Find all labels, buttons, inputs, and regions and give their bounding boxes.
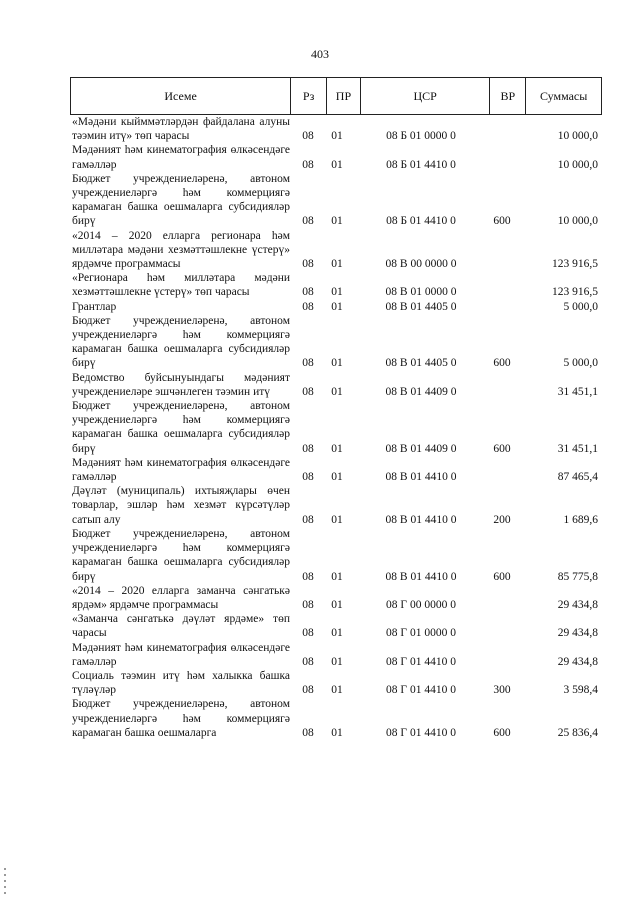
table-row xyxy=(70,371,602,399)
table-row xyxy=(70,115,602,143)
cell-rz: 08 xyxy=(302,158,314,171)
cell-vr: 200 xyxy=(493,513,511,526)
cell-pr: 01 xyxy=(331,598,343,611)
cell-csr: 08 Б 01 4410 0 xyxy=(386,215,456,228)
cell-pr: 01 xyxy=(331,286,343,299)
cell-name: Бюджет учреждениеләренә, автоном учреждениеләргә һәм коммерциягә карамаган башка оешмаларга субсидияләр бирү xyxy=(72,400,290,455)
cell-csr: 08 В 01 4405 0 xyxy=(385,300,457,313)
table-row xyxy=(70,697,602,740)
cell-sum: 31 451,1 xyxy=(557,442,598,455)
cell-rz: 08 xyxy=(302,726,314,739)
table-row xyxy=(70,300,602,314)
cell-sum: 123 916,5 xyxy=(552,258,598,271)
header-csr: ЦСР xyxy=(360,78,490,114)
cell-pr: 01 xyxy=(331,684,343,697)
table-row xyxy=(70,641,602,669)
cell-csr: 08 В 01 4410 0 xyxy=(385,513,457,526)
table-row xyxy=(70,669,602,697)
cell-sum: 5 000,0 xyxy=(563,300,598,313)
cell-rz: 08 xyxy=(302,684,314,697)
cell-vr: 300 xyxy=(493,684,511,697)
cell-csr: 08 Г 01 0000 0 xyxy=(386,627,456,640)
cell-sum: 10 000,0 xyxy=(557,130,598,143)
cell-name: Бюджет учреждениеләренә, автоном учреждениеләргә һәм коммерциягә карамаган башка оешмаларга субсидияләр бирү xyxy=(72,172,290,228)
cell-pr: 01 xyxy=(331,442,343,455)
cell-pr: 01 xyxy=(331,300,343,313)
cell-vr: 600 xyxy=(493,215,511,228)
cell-sum: 5 000,0 xyxy=(563,357,598,370)
cell-rz: 08 xyxy=(302,513,314,526)
header-rz: Рз xyxy=(290,78,326,114)
cell-pr: 01 xyxy=(331,215,343,228)
cell-name: Бюджет учреждениеләренә, автоном учреждениеләргә һәм коммерциягә карамаган башка оешмаларга xyxy=(72,698,290,739)
cell-sum: 1 689,6 xyxy=(563,513,598,526)
cell-pr: 01 xyxy=(331,130,343,143)
cell-vr: 600 xyxy=(493,357,511,370)
cell-name: Социаль тәэмин итү һәм халыкка башка түләүләр xyxy=(72,669,290,697)
cell-name: Грантлар xyxy=(72,300,117,313)
cell-rz: 08 xyxy=(302,471,314,484)
cell-sum: 123 916,5 xyxy=(552,286,598,299)
table-row xyxy=(70,527,602,584)
table-row xyxy=(70,314,602,371)
cell-sum: 31 451,1 xyxy=(557,385,598,398)
table-header xyxy=(70,77,602,115)
cell-csr: 08 Г 01 4410 0 xyxy=(386,726,456,739)
scan-marks xyxy=(4,868,8,898)
page-number: 403 xyxy=(311,47,329,61)
budget-table xyxy=(70,77,602,740)
cell-rz: 08 xyxy=(302,130,314,143)
cell-pr: 01 xyxy=(331,385,343,398)
cell-rz: 08 xyxy=(302,385,314,398)
cell-name: «2014 – 2020 елларга заманча сәнгатькә ярдәм» ярдәмче программасы xyxy=(72,584,290,611)
cell-sum: 29 434,8 xyxy=(557,598,598,611)
cell-sum: 87 465,4 xyxy=(557,471,598,484)
cell-vr: 600 xyxy=(493,726,511,739)
cell-sum: 29 434,8 xyxy=(557,655,598,668)
cell-rz: 08 xyxy=(302,258,314,271)
cell-rz: 08 xyxy=(302,300,314,313)
cell-pr: 01 xyxy=(331,570,343,583)
cell-rz: 08 xyxy=(302,655,314,668)
cell-name: «Мәдәни кыйммәтләрдән файдалана алуны тәэмин итү» төп чарасы xyxy=(72,116,290,143)
cell-csr: 08 В 01 4409 0 xyxy=(385,385,457,398)
cell-rz: 08 xyxy=(302,357,314,370)
cell-rz: 08 xyxy=(302,442,314,455)
cell-sum: 85 775,8 xyxy=(557,570,598,583)
cell-rz: 08 xyxy=(302,215,314,228)
cell-name: «Регионара һәм милләтара мәдәни хезмәттәшлекне үстерү» төп чарасы xyxy=(72,272,290,299)
cell-name: «Заманча сәнгатькә дәүләт ярдәме» төп чарасы xyxy=(72,613,290,640)
table-row xyxy=(70,456,602,484)
cell-sum: 10 000,0 xyxy=(557,215,598,228)
cell-pr: 01 xyxy=(331,471,343,484)
cell-rz: 08 xyxy=(302,286,314,299)
table-row xyxy=(70,399,602,456)
cell-name: «2014 – 2020 елларга регионара һәм милләтара мәдәни хезмәттәшлекне үстерү» ярдәмче программасы xyxy=(72,229,290,271)
cell-name: Мәдәният һәм кинематография өлкәсендәге гамәлләр xyxy=(72,641,290,668)
cell-rz: 08 xyxy=(302,627,314,640)
cell-rz: 08 xyxy=(302,598,314,611)
cell-pr: 01 xyxy=(331,726,343,739)
table-row xyxy=(70,172,602,229)
cell-sum: 10 000,0 xyxy=(557,158,598,171)
table-row xyxy=(70,584,602,612)
cell-vr: 600 xyxy=(493,442,511,455)
cell-pr: 01 xyxy=(331,655,343,668)
cell-sum: 25 836,4 xyxy=(557,726,598,739)
cell-csr: 08 Г 01 4410 0 xyxy=(386,655,456,668)
cell-csr: 08 Г 01 4410 0 xyxy=(386,684,456,697)
cell-name: Мәдәният һәм кинематография өлкәсендәге гамәлләр xyxy=(72,456,290,484)
cell-csr: 08 В 01 4409 0 xyxy=(385,442,457,455)
cell-name: Мәдәният һәм кинематография өлкәсендәге гамәлләр xyxy=(72,144,290,171)
cell-name: Бюджет учреждениеләренә, автоном учреждениеләргә һәм коммерциягә карамаган башка оешмаларга субсидияләр бирү xyxy=(72,314,290,370)
cell-sum: 29 434,8 xyxy=(557,627,598,640)
header-name: Исеме xyxy=(164,88,197,103)
table-row xyxy=(70,612,602,640)
cell-pr: 01 xyxy=(331,357,343,370)
cell-name: Ведомство буйсынуындагы мәдәният учреждениеләре эшчәнлеген тәэмин итү xyxy=(72,371,290,398)
header-vr: ВР xyxy=(489,78,525,114)
cell-sum: 3 598,4 xyxy=(563,684,598,697)
table-row xyxy=(70,143,602,171)
header-pr: ПР xyxy=(326,78,360,114)
cell-name: Бюджет учреждениеләренә, автоном учреждениеләргә һәм коммерциягә карамаган башка оешмаларга субсидияләр бирү xyxy=(72,527,290,583)
cell-pr: 01 xyxy=(331,513,343,526)
cell-csr: 08 В 01 0000 0 xyxy=(385,286,457,299)
cell-csr: 08 Г 00 0000 0 xyxy=(386,598,456,611)
cell-pr: 01 xyxy=(331,158,343,171)
cell-vr: 600 xyxy=(493,570,511,583)
cell-csr: 08 В 01 4405 0 xyxy=(385,357,457,370)
cell-csr: 08 Б 01 4410 0 xyxy=(386,158,456,171)
cell-pr: 01 xyxy=(331,627,343,640)
cell-csr: 08 В 01 4410 0 xyxy=(385,570,457,583)
cell-rz: 08 xyxy=(302,570,314,583)
cell-csr: 08 Б 01 0000 0 xyxy=(386,130,456,143)
table-row xyxy=(70,229,602,272)
table-body xyxy=(70,115,602,740)
header-sum: Суммасы xyxy=(525,78,601,114)
table-row xyxy=(70,271,602,299)
table-row xyxy=(70,484,602,527)
cell-pr: 01 xyxy=(331,258,343,271)
cell-csr: 08 В 00 0000 0 xyxy=(385,258,457,271)
cell-name: Дәүләт (муниципаль) ихтыяҗлары өчен товарлар, эшләр һәм хезмәт күрсәтүләр сатып алу xyxy=(72,485,290,526)
cell-csr: 08 В 01 4410 0 xyxy=(385,471,457,484)
